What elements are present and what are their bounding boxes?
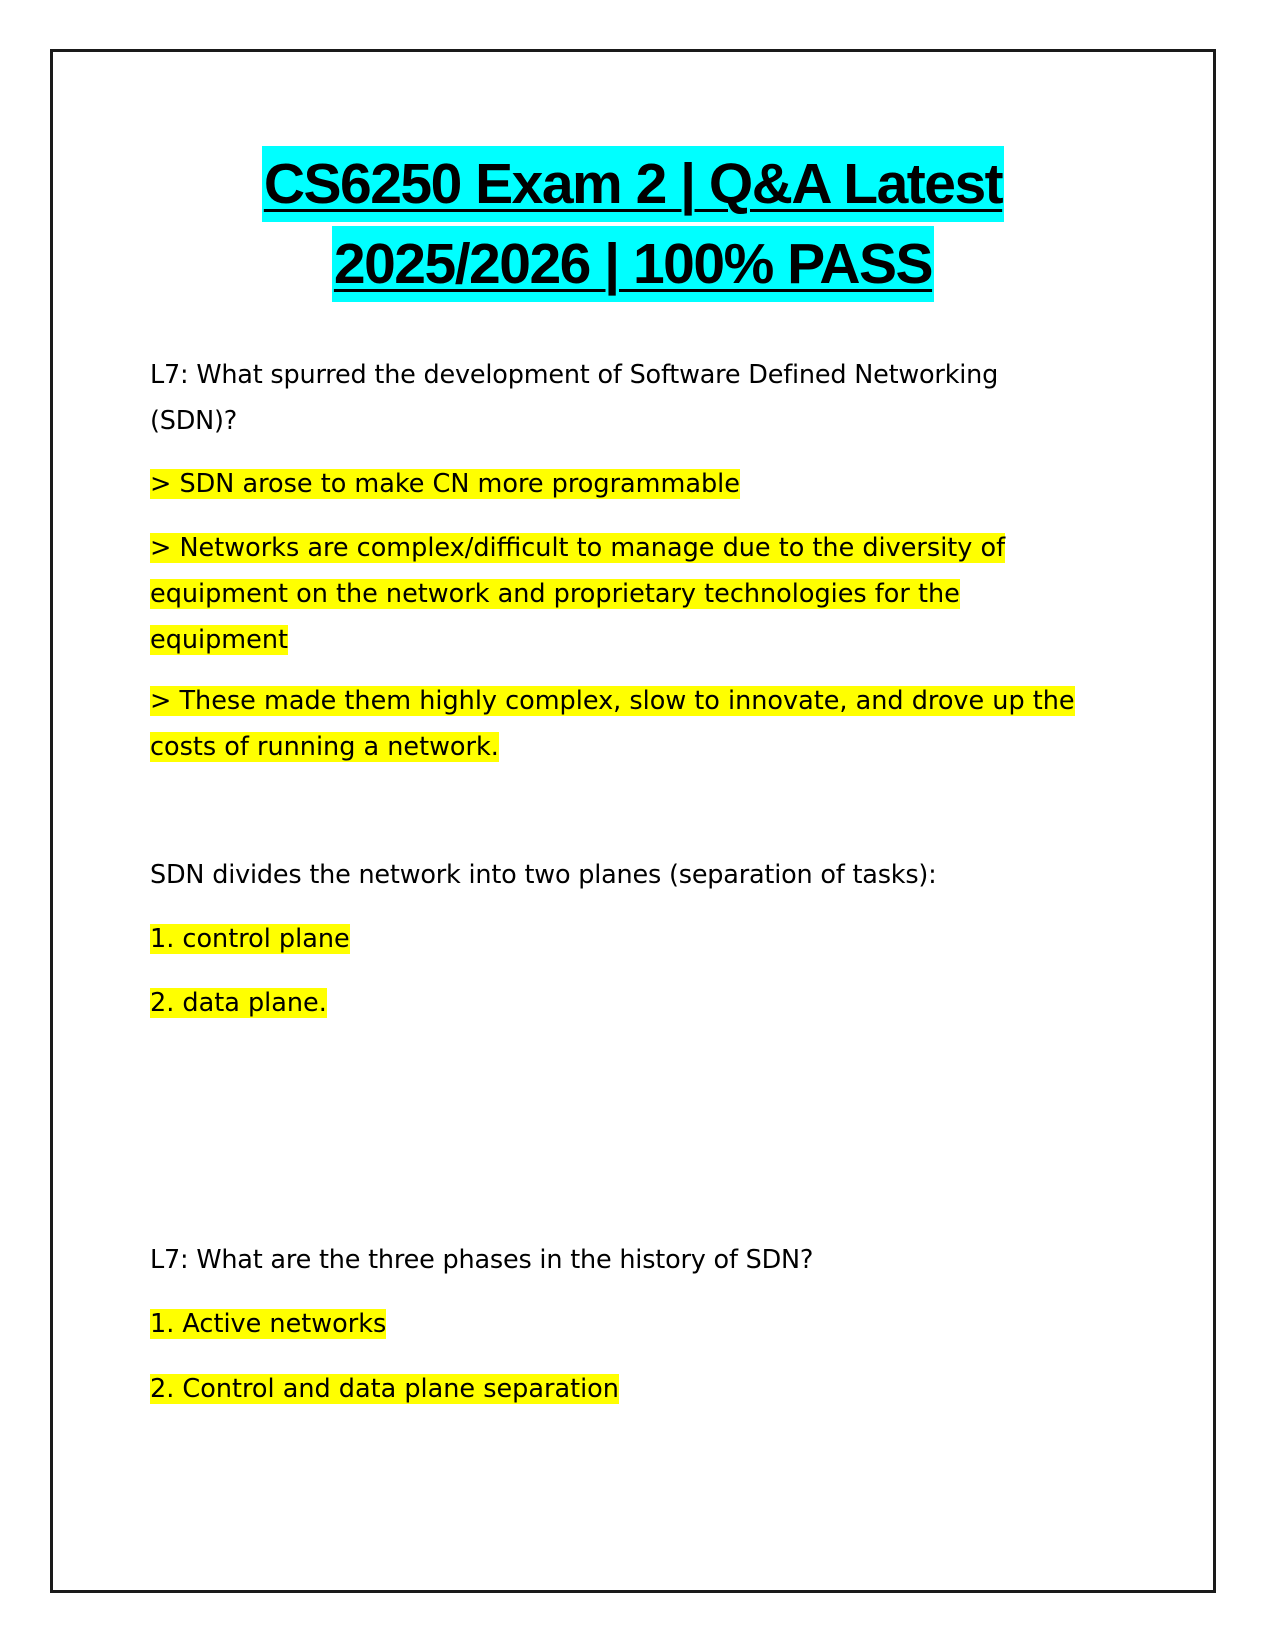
highlighted-answer-line: equipment <box>150 625 288 655</box>
highlighted-answer-line: equipment on the network and proprietary technologies for the <box>150 579 960 609</box>
title-line-2: 2025/2026 | 100% PASS <box>332 226 934 302</box>
answer-item <box>150 980 327 1026</box>
question-line: L7: What spurred the development of Software Defined Networking <box>150 360 999 390</box>
answer-item <box>150 1301 386 1347</box>
answer-item <box>150 678 1075 770</box>
question-sdn-history <box>150 1237 813 1283</box>
highlighted-answer-line: costs of running a network. <box>150 732 499 762</box>
question-line: (SDN)? <box>150 406 238 436</box>
highlighted-answer-line: 2. Control and data plane separation <box>150 1374 619 1404</box>
answer-item <box>150 916 350 962</box>
question-line: SDN divides the network into two planes (separation of tasks): <box>150 860 937 890</box>
highlighted-answer-line: 2. data plane. <box>150 988 327 1018</box>
highlighted-answer-line: > These made them highly complex, slow to innovate, and drove up the <box>150 686 1075 716</box>
highlighted-answer-line: > Networks are complex/difficult to manage due to the diversity of <box>150 533 1006 563</box>
document-title <box>50 146 1216 306</box>
answer-item <box>150 1366 619 1412</box>
highlighted-answer-line: > SDN arose to make CN more programmable <box>150 469 740 499</box>
answer-item <box>150 461 740 507</box>
title-line-1: CS6250 Exam 2 | Q&A Latest <box>262 146 1004 222</box>
answer-item <box>150 525 1005 663</box>
question-sdn-planes <box>150 852 937 898</box>
highlighted-answer-line: 1. control plane <box>150 924 350 954</box>
question-line: L7: What are the three phases in the history of SDN? <box>150 1245 814 1275</box>
question-sdn-development <box>150 352 998 444</box>
highlighted-answer-line: 1. Active networks <box>150 1309 387 1339</box>
